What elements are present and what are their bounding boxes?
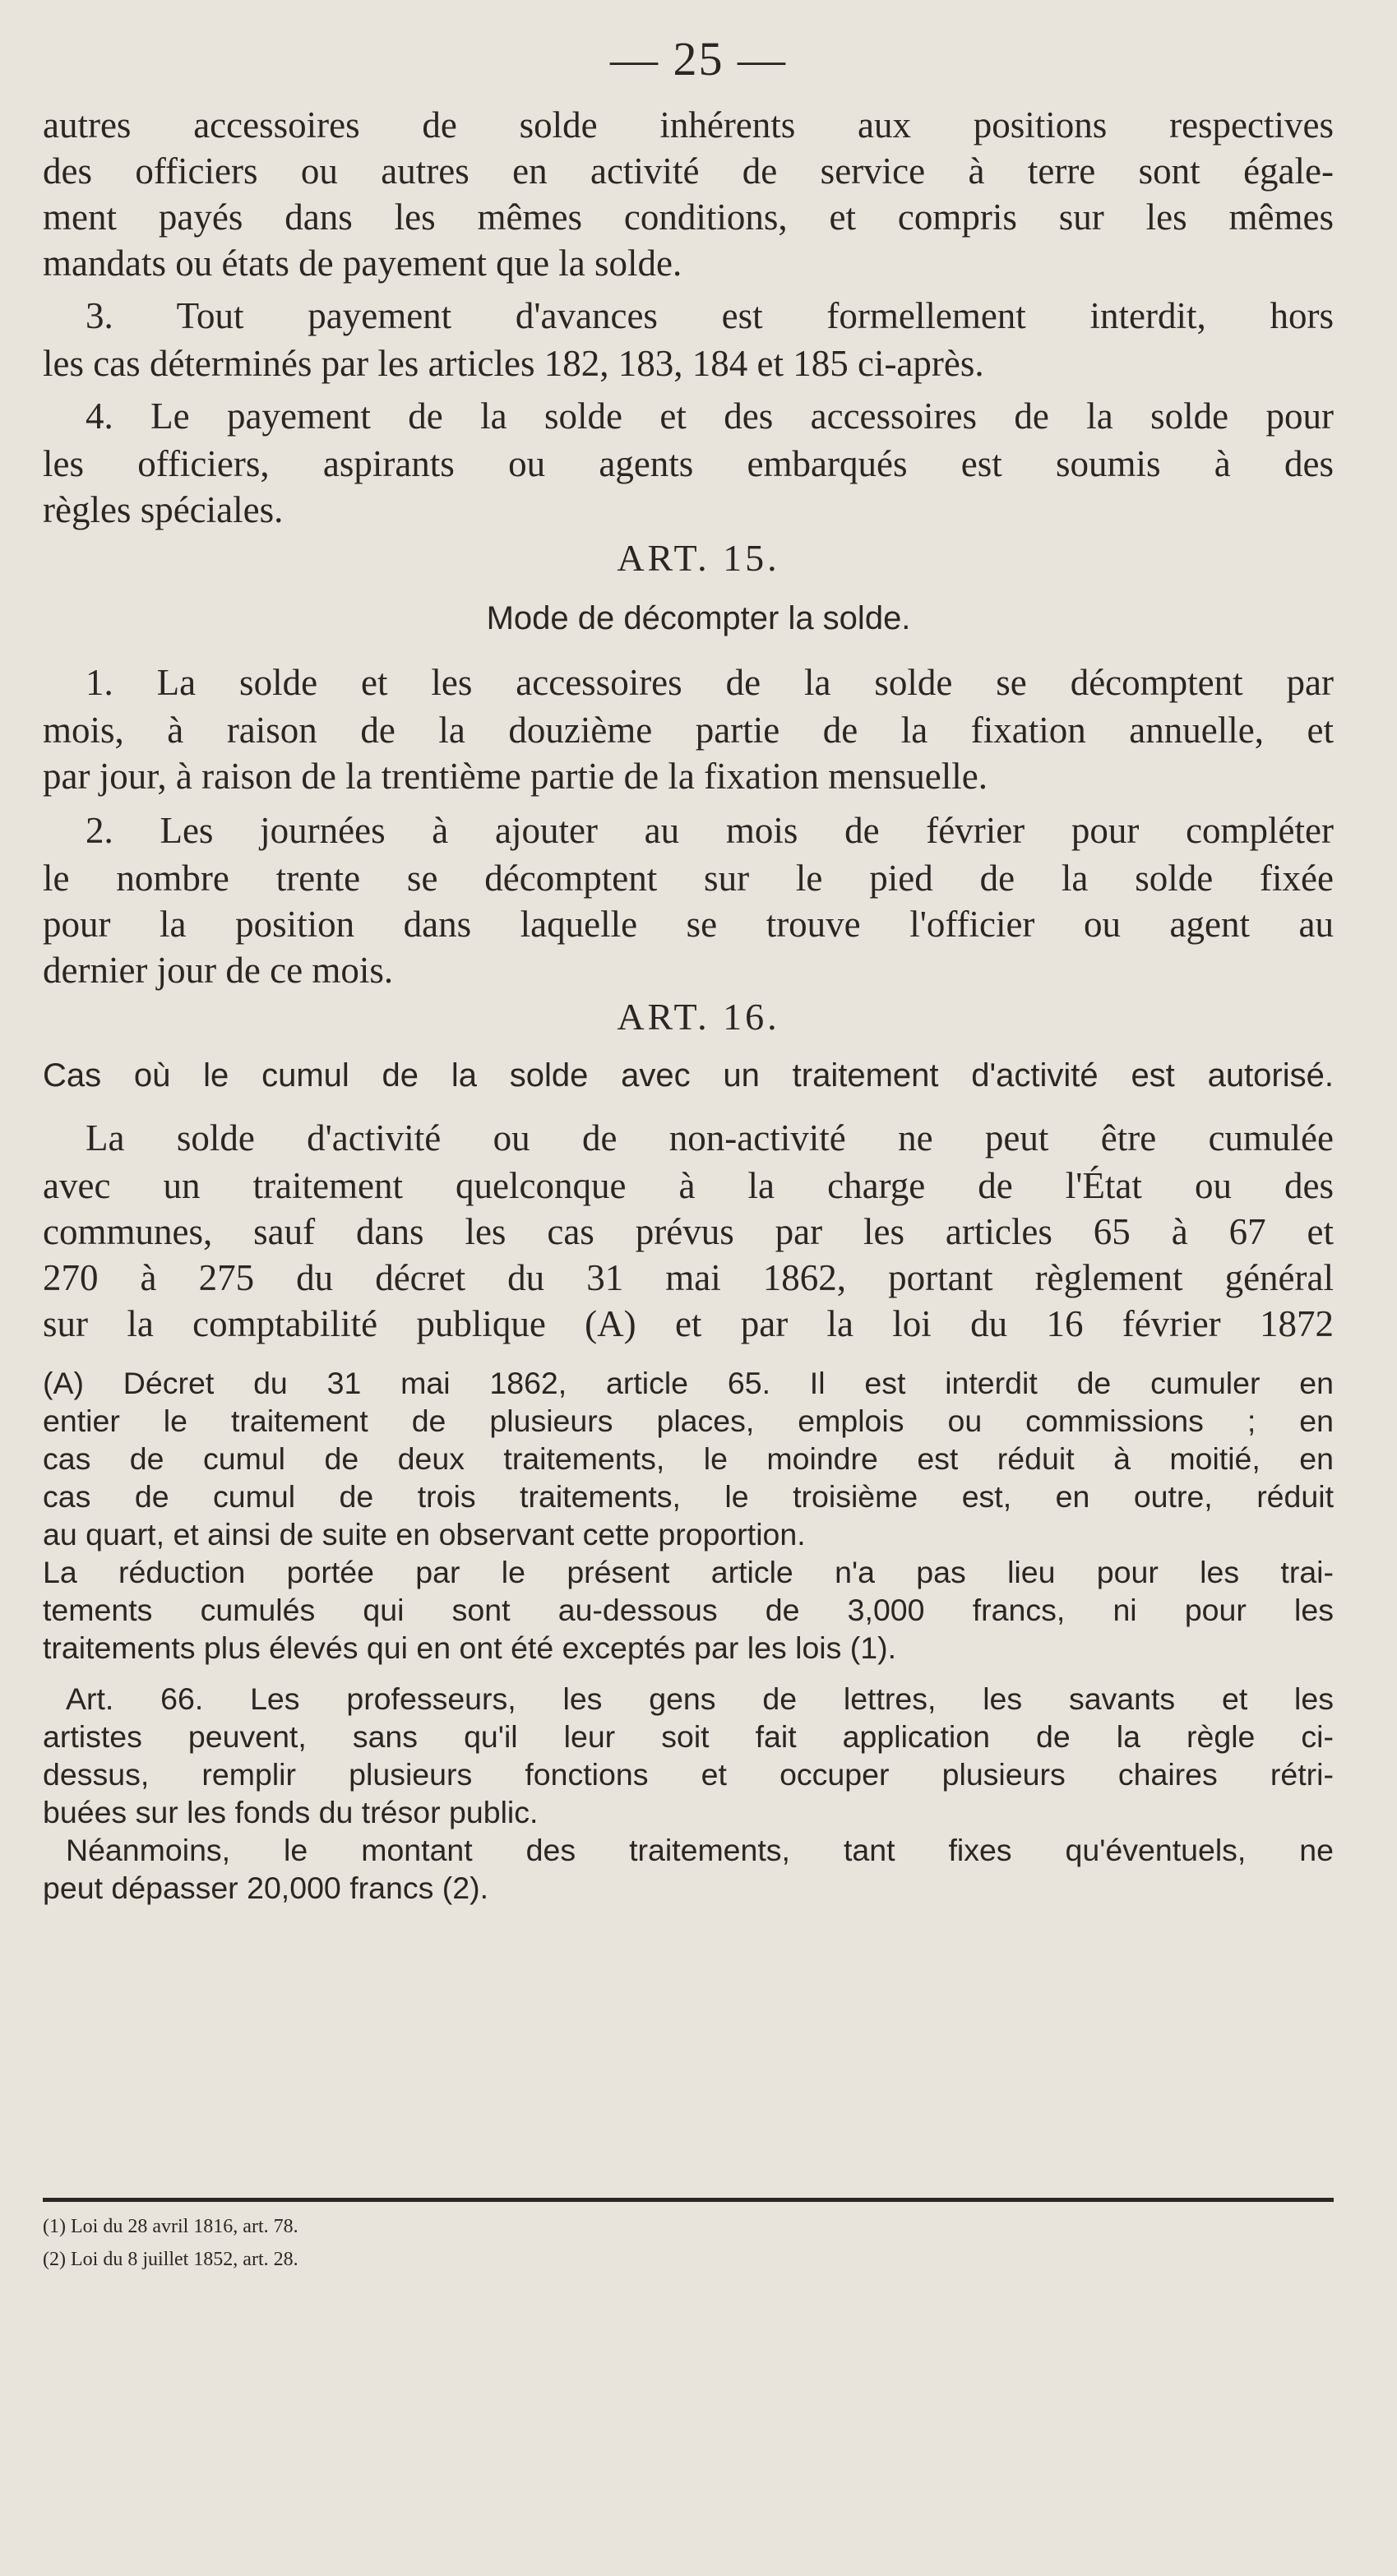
text-line: les officiers, aspirants ou agents embarqués est soumis à des xyxy=(43,443,1334,484)
note-line: traitements plus élevés qui en ont été exceptés par les lois (1). xyxy=(43,1630,897,1665)
text-line: 4. Le payement de la solde et des accessoires de la solde pour xyxy=(86,395,1334,437)
text-line: La solde d'activité ou de non-activité ne peut être cumulée xyxy=(86,1117,1334,1159)
note-line: au quart, et ainsi de suite en observant cette proportion. xyxy=(43,1517,806,1552)
footnote-rule xyxy=(43,2198,1334,2202)
text-line: mois, à raison de la douzième partie de la fixation annuelle, et xyxy=(43,710,1334,751)
text-line: pour la position dans laquelle se trouve l'officier ou agent au xyxy=(43,904,1334,945)
text-line: règles spéciales. xyxy=(43,489,284,530)
text-line: 3. Tout payement d'avances est formellement interdit, hors xyxy=(86,295,1334,336)
note-line: Art. 66. Les professeurs, les gens de lettres, les savants et les xyxy=(66,1681,1334,1716)
note-line: cas de cumul de deux traitements, le moindre est réduit à moitié, en xyxy=(43,1441,1334,1476)
text-line: les cas déterminés par les articles 182, 183, 184 et 185 ci-après. xyxy=(43,343,984,384)
text-line: des officiers ou autres en activité de service à terre sont égale- xyxy=(43,150,1334,192)
text-line: dernier jour de ce mois. xyxy=(43,950,394,991)
text-line: 270 à 275 du décret du 31 mai 1862, portant règlement général xyxy=(43,1257,1334,1298)
text-line: autres accessoires de solde inhérents aux positions respectives xyxy=(43,104,1334,146)
note-line: artistes peuvent, sans qu'il leur soit fait application de la règle ci- xyxy=(43,1719,1334,1754)
text-line: communes, sauf dans les cas prévus par les articles 65 à 67 et xyxy=(43,1211,1334,1252)
text-line: mandats ou états de payement que la solde. xyxy=(43,243,682,284)
note-line: buées sur les fonds du trésor public. xyxy=(43,1795,539,1829)
text-line: ment payés dans les mêmes conditions, et compris sur les mêmes xyxy=(43,197,1334,238)
text-line: avec un traitement quelconque à la charge de l'État ou des xyxy=(43,1165,1334,1206)
text-line: le nombre trente se décomptent sur le pied de la solde fixée xyxy=(43,858,1334,899)
footnote: (1) Loi du 28 avril 1816, art. 78. xyxy=(43,2216,298,2237)
note-line: Néanmoins, le montant des traitements, tant fixes qu'éventuels, ne xyxy=(66,1833,1334,1867)
text-line: sur la comptabilité publique (A) et par la loi du 16 février 1872 xyxy=(43,1303,1334,1344)
text-line: 1. La solde et les accessoires de la solde se décomptent par xyxy=(86,662,1334,703)
note-line: La réduction portée par le présent article n'a pas lieu pour les trai- xyxy=(43,1555,1334,1589)
note-line: peut dépasser 20,000 francs (2). xyxy=(43,1871,488,1905)
footnote: (2) Loi du 8 juillet 1852, art. 28. xyxy=(43,2249,298,2270)
page-number: — 25 — xyxy=(610,32,787,86)
article-heading: Cas où le cumul de la solde avec un traitement d'activité est autorisé. xyxy=(43,1057,1334,1094)
note-line: cas de cumul de trois traitements, le troisième est, en outre, réduit xyxy=(43,1479,1334,1514)
note-line: tements cumulés qui sont au-dessous de 3,000 francs, ni pour les xyxy=(43,1593,1334,1627)
text-line: par jour, à raison de la trentième partie de la fixation mensuelle. xyxy=(43,756,988,797)
article-heading: Mode de décompter la solde. xyxy=(486,600,911,636)
note-line: dessus, remplir plusieurs fonctions et occuper plusieurs chaires rétri- xyxy=(43,1757,1334,1792)
article-number: ART. 15. xyxy=(617,537,780,579)
note-line: (A) Décret du 31 mai 1862, article 65. Il est interdit de cumuler en xyxy=(43,1366,1334,1400)
text-line: 2. Les journées à ajouter au mois de février pour compléter xyxy=(86,810,1334,851)
article-number: ART. 16. xyxy=(617,996,780,1038)
note-line: entier le traitement de plusieurs places, emplois ou commissions ; en xyxy=(43,1404,1334,1438)
